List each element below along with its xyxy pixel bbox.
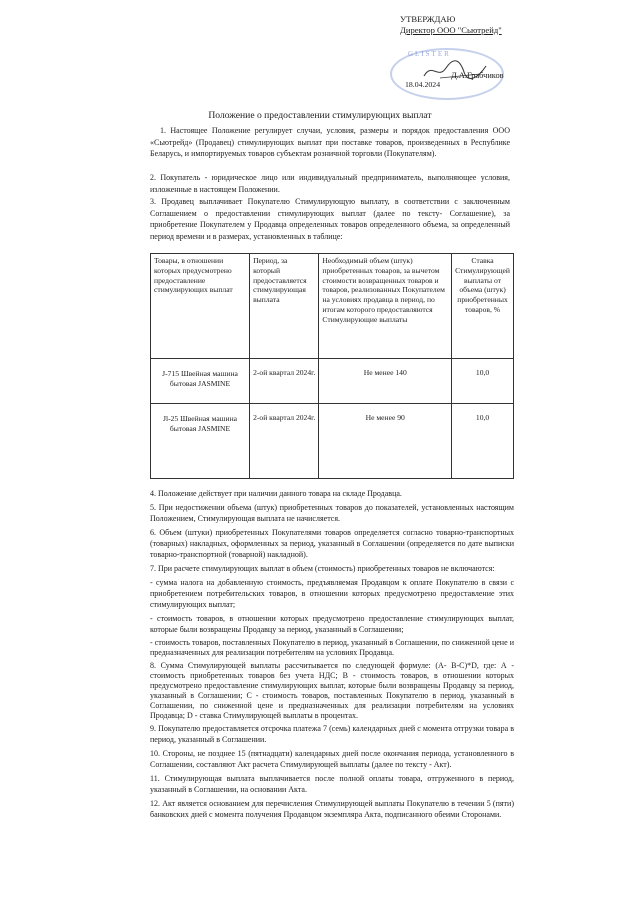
clause-9: 9. Покупателю предоставляется отсрочка платежа 7 (семь) календарных дней с момента отгрузки товара в период, указанный в Соглашении. — [150, 724, 514, 745]
clause-1: 1. Настоящее Положение регулирует случаи, условия, размеры и порядок предоставления ООО «Сьютрейд» (Продавец) стимулирующих выплат при поставке товаров, произведенных в Республике Беларусь, и импортируемых товаров субъектам розничной торговли (Покупателям). — [150, 126, 510, 159]
header-volume: Необходимый объем (штук) приобретенных товаров, за вычетом стоимости возвращенных товаров и товаров, реализованных Покупателем на условиях продавца в период, по итогам которого предоставляются Стимулирующие выплаты — [319, 254, 452, 359]
signer-name: Д.А.Грабчиков — [451, 71, 504, 80]
clause-11: 11. Стимулирующая выплата выплачивается после полной оплаты товара, отгруженного в период, указанный в Соглашении, на основании Акта. — [150, 774, 514, 795]
clause-10: 10. Стороны, не позднее 15 (пятнадцати) календарных дней после окончания периода, установленного в Соглашении, составляют Акт расчета Стимулирующей выплаты (далее по тексту - Акт). — [150, 749, 514, 770]
table-row — [151, 359, 514, 404]
approval-date: 18.04.2024 — [405, 80, 441, 89]
cell-item: J-715 Швейная машина бытовая JASMINE — [151, 359, 250, 404]
clause-8: 8. Сумма Стимулирующей выплаты рассчитывается по следующей формуле: (А- В-С)*D, где: А - стоимость приобретенных товаров без учета НДС; В - стоимость товаров, в отношении которых предусмотрено предоставление стимулирующих выплат, которые были возвращены Продавцу за период, указанный в Соглашении; С - стоимость товаров, поставленных Покупателю в период, указанный в Соглашении, по сниженной цене и предназначенных для реализации потребителям на условиях Продавца; D - ставка Стимулирующей выплаты в процентах. — [150, 660, 514, 720]
approval-director: Директор ООО "Сьютрейд" — [400, 25, 502, 35]
header-period: Период, за который предоставляется стимулирующая выплата — [250, 254, 319, 359]
cell-period: 2-ой квартал 2024г. — [250, 359, 319, 404]
table-row — [151, 404, 514, 479]
clause-3: 3. Продавец выплачивает Покупателю Стимулирующую выплату, в соответствии с заключенным Соглашением о предоставлении стимулирующих выплат (далее по тексту- Соглашение), за приобретение Покупателем у Продавца определенных товаров определенного объема, за определенный период времени и в размерах, установленных в таблице: — [150, 197, 510, 241]
header-goods: Товары, в отношении которых предусмотрено предоставление стимулирующих выплат — [151, 254, 250, 359]
table-header-row — [151, 254, 514, 359]
document-title: Положение о предоставлении стимулирующих выплат — [208, 110, 432, 121]
clause-12: 12. Акт является основанием для перечисления Стимулирующей выплаты Покупателю в течении 5 (пяти) банковских дней с момента получения Продавцом экземпляра Акта, подписанного обеими Сторонами. — [150, 799, 514, 820]
cell-volume: Не менее 140 — [319, 359, 452, 404]
cell-volume: Не менее 90 — [319, 404, 452, 479]
approval-heading: УТВЕРЖДАЮ — [400, 14, 456, 24]
clause-6: 6. Объем (штуки) приобретенных Покупателями товаров определяется согласно товарно-транспортных (товарных) накладных, оформленных за период, указанный в Соглашении (определяется по дате выписки товарно-транспортной (товарной) накладной). — [150, 527, 514, 560]
cell-rate: 10,0 — [452, 404, 514, 479]
cell-item: Jl-25 Швейная машина бытовая JASMINE — [151, 404, 250, 479]
cell-rate: 10,0 — [452, 359, 514, 404]
incentive-table — [150, 253, 514, 479]
clause-2: 2. Покупатель - юридическое лицо или индивидуальный предприниматель, выполняющее условия, изложенные в настоящем Положении. — [150, 173, 510, 194]
approval-block — [400, 14, 502, 36]
clause-7-item-discount: - стоимость товаров, поставленных Покупателю в период, указанный в Соглашении, по сниженной цене и предназначенных для реализации потребителям на условиях Продавца. — [150, 638, 514, 657]
clause-4: 4. Положение действует при наличии данного товара на складе Продавца. — [150, 489, 402, 498]
clause-7-item-returns: - стоимость товаров, в отношении которых предусмотрено предоставление стимулирующих выплат, которые были возвращены Продавцу за период, указанный в Соглашении; — [150, 614, 514, 635]
clause-5: 5. При недостижении объема (штук) приобретенных товаров до показателей, установленных настоящим Положением, Стимулирующая выплата не начисляется. — [150, 502, 514, 523]
clauses-body — [150, 488, 514, 823]
stamp-lettering: GLISTER — [408, 50, 451, 58]
clause-7: 7. При расчете стимулирующих выплат в объем (стоимость) приобретенных товаров не включаются: — [150, 564, 495, 573]
cell-period: 2-ой квартал 2024г. — [250, 404, 319, 479]
header-rate: Ставка Стимулирующей выплаты от объема (штук) приобретенных товаров, % — [452, 254, 514, 359]
clause-7-item-vat: - сумма налога на добавленную стоимость, предъявляемая Продавцом к оплате Покупателю в связи с приобретением потребительских товаров, в отношении которых предусмотрено предоставление этих стимулирующих выплат; — [150, 577, 514, 610]
